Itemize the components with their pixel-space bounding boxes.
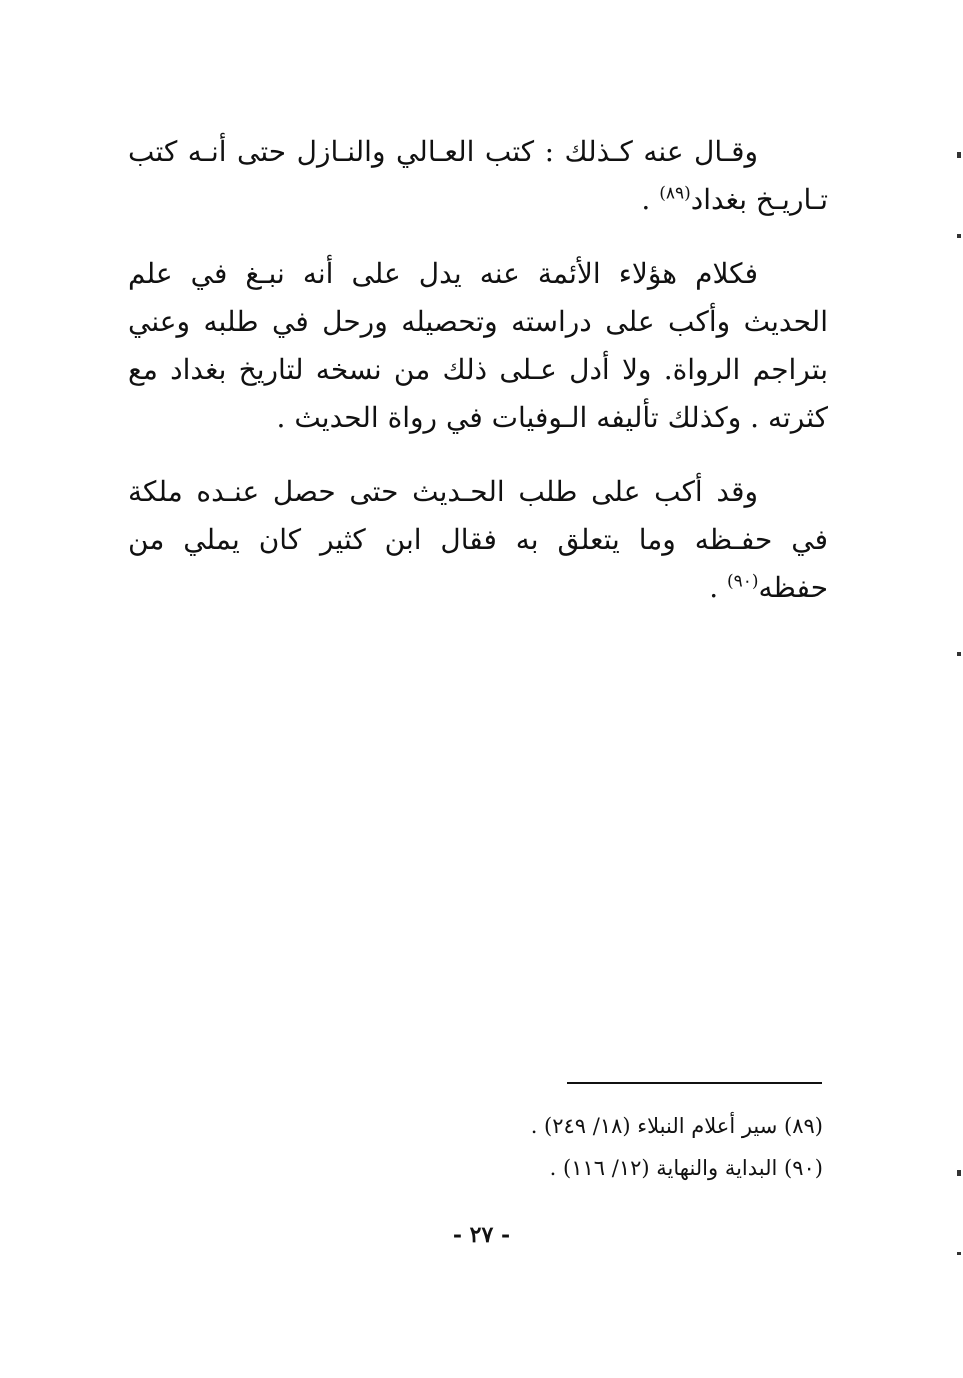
- scan-edge-mark: [957, 152, 961, 158]
- footnote-ref-89: (٨٩): [659, 183, 691, 204]
- footnote-separator-rule: [567, 1082, 822, 1084]
- footnote-ref-90: (٩٠): [727, 571, 759, 592]
- paragraph-3-tail: .: [709, 571, 727, 604]
- scan-edge-mark: [957, 652, 961, 656]
- paragraph-3: [128, 468, 828, 612]
- scan-edge-mark: [957, 1252, 961, 1255]
- paragraph-2: [128, 250, 828, 442]
- footnote-89: (٨٩) سير أعلام النبلاء (١٨/ ٢٤٩) .: [530, 1114, 823, 1138]
- paragraph-1: [128, 128, 828, 224]
- scan-edge-mark: [957, 234, 961, 238]
- footnote-90: (٩٠) البداية والنهاية (١٢/ ١١٦) .: [549, 1156, 823, 1180]
- paragraph-1-tail: .: [641, 183, 660, 216]
- main-text-block: [128, 128, 828, 638]
- scan-edge-mark: [957, 1170, 961, 1176]
- paragraph-2-text: فكلام هؤلاء الأئمة عنه يدل على أنه نبـغ في علم الحديث وأكب على دراسته وتحصيله ورحل في طلبه وعني بتراجم الرواة. ولا أدل عـلى ذلك من نسخه لتاريخ بغداد مع كثرته . وكذلك تأليفه الـوفيات في رواة الحديث .: [128, 257, 828, 434]
- footnotes-block: [263, 1105, 823, 1189]
- paragraph-1-text: وقـال عنه كـذلك : كتب العـالي والنـازل حتى أنـه كتب تـاريـخ بغداد: [128, 135, 828, 216]
- paragraph-3-text: وقد أكب على طلب الحـديث حتى حصل عنـده ملكة في حفـظه وما يتعلق به فقال ابن كثير كان يملي من حفظه: [128, 475, 828, 604]
- page-number: - ٢٧ -: [452, 1222, 511, 1248]
